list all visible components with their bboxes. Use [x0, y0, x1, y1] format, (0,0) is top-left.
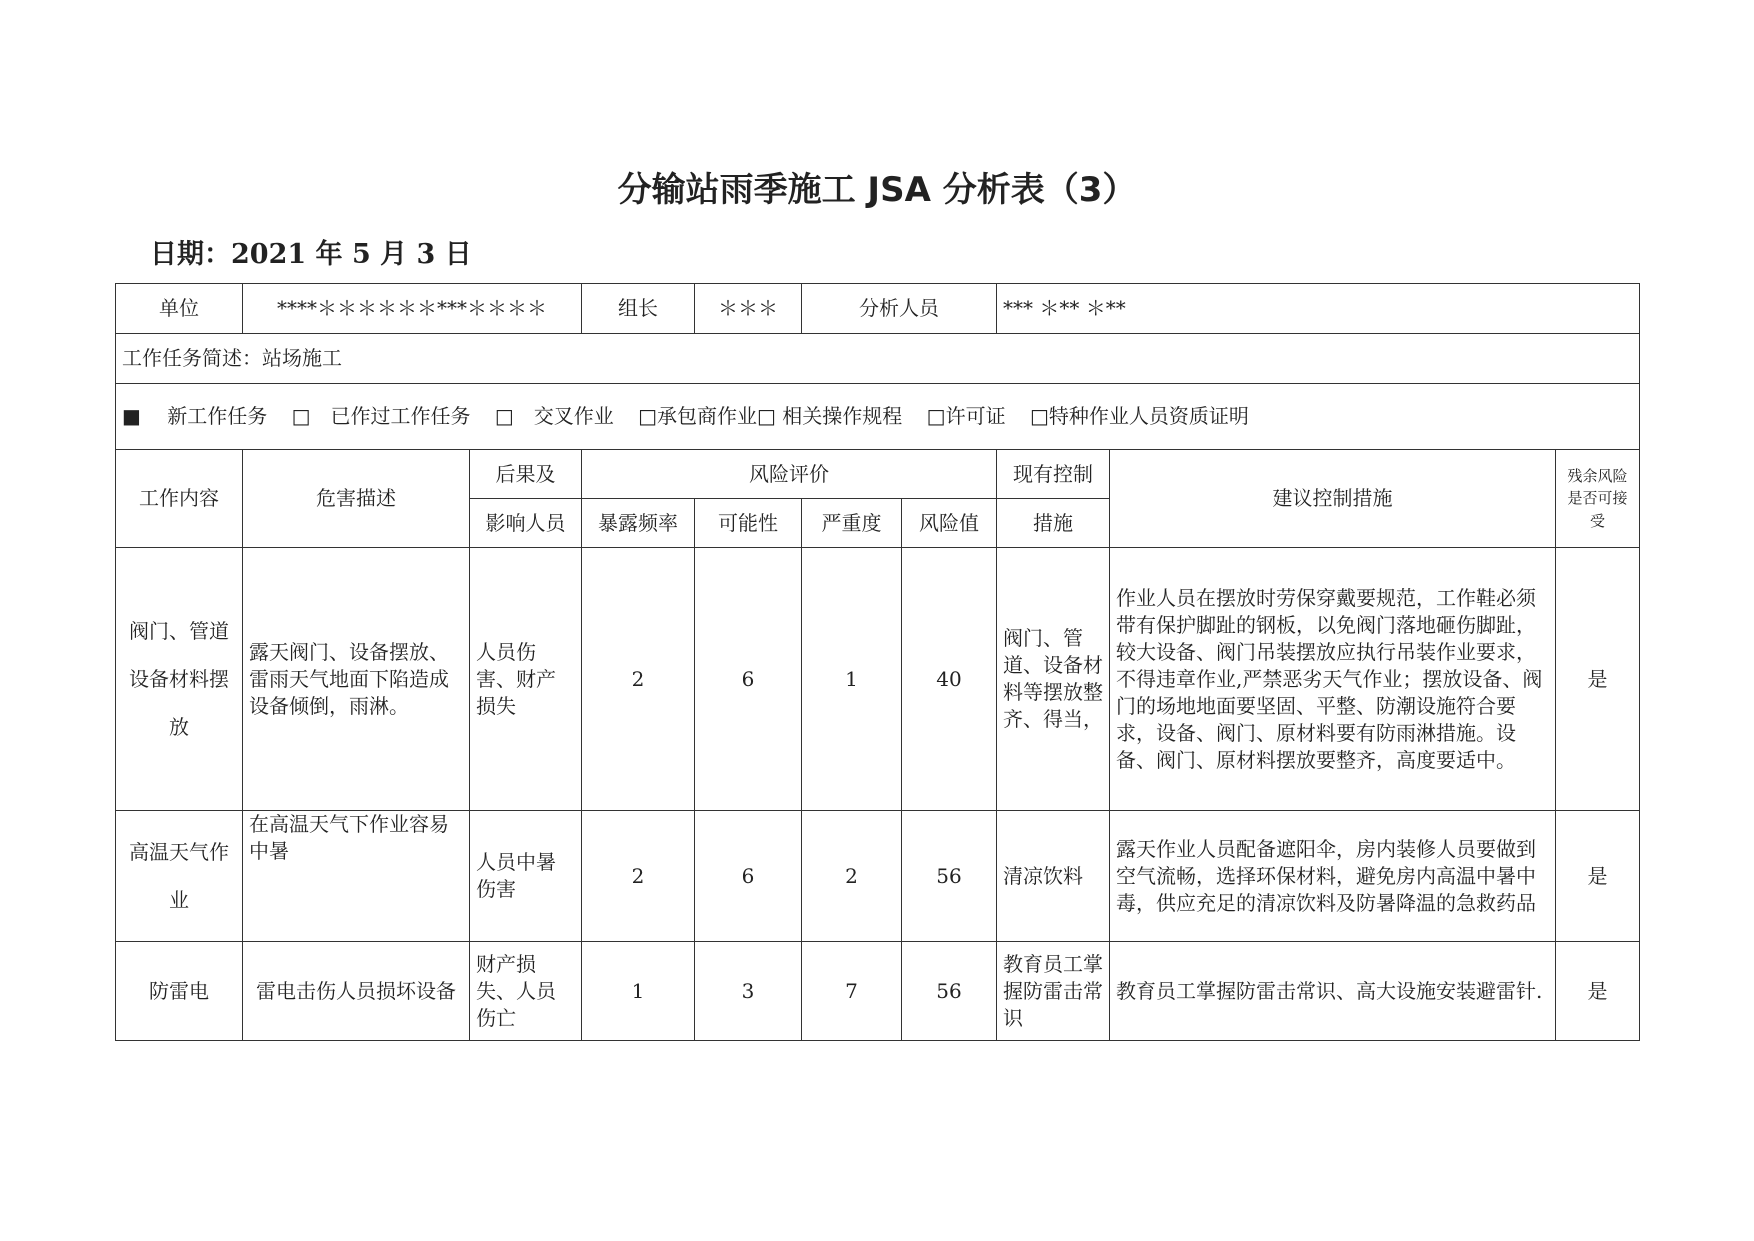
date-line: 日期：2021 年 5 月 3 日 — [150, 239, 472, 270]
jsa-table: 单位 ****＊＊＊＊＊＊***＊＊＊＊ 组长 ＊＊＊ 分析人员 *** ＊** ＊** 工作任务简述：站场施工 ■ 新工作任务 □ 已作过工作任务 □ 交叉作业 □承包商作业□ 相关操作规程 □许可证 □特种作业人员资质证明 工作内容 危害描述 后果及 风险评价 现有控制 建议控制措施 残余风险是否可接受 影响人员 暴露频率 可能性 严重度 风险值 措施 阀门、管道设备材料摆放 露天阀门、设备摆放、雷雨天气地面下陷造成设备倾倒，雨淋。 人员伤害、财产损失 2 6 1 40 阀门、管道、设备材料等摆放整齐、得当， 作业人员在摆放时劳保穿戴要规范，工作鞋必须带有保护脚趾的钢板，以免阀门落地砸伤脚趾，较大设备、阀门吊装摆放应执行吊装作业要求，不得违章作业,严禁恶劣天气作业；摆放设备、阀门的场地地面要坚固、平整、防潮设施符合要求，设备、阀门、原材料要有防雨淋措施。设备、阀门、原材料摆放要整齐，高度要适中。 是 高温天气作业 在高温天气下作业容易中暑 人员中暑伤害 2 6 2 56 清凉饮料 露天作业人员配备遮阳伞，房内装修人员要做到空气流畅，选择环保材料，避免房内高温中暑中毒，供应充足的清凉饮料及防暑降温的急救药品 是 防雷电 雷电击伤人员损坏设备 财产损失、人员伤亡 1 3 7 56 教育员工掌握防雷击常识 教育员工掌握防雷击常识、高大设施安装避雷针. 是 — [115, 283, 1640, 1041]
page-title: 分输站雨季施工 JSA 分析表（3） — [617, 170, 1137, 210]
task-options: ■ 新工作任务 □ 已作过工作任务 □ 交叉作业 □承包商作业□ 相关操作规程 □许可证 □特种作业人员资质证明 — [116, 384, 1640, 450]
